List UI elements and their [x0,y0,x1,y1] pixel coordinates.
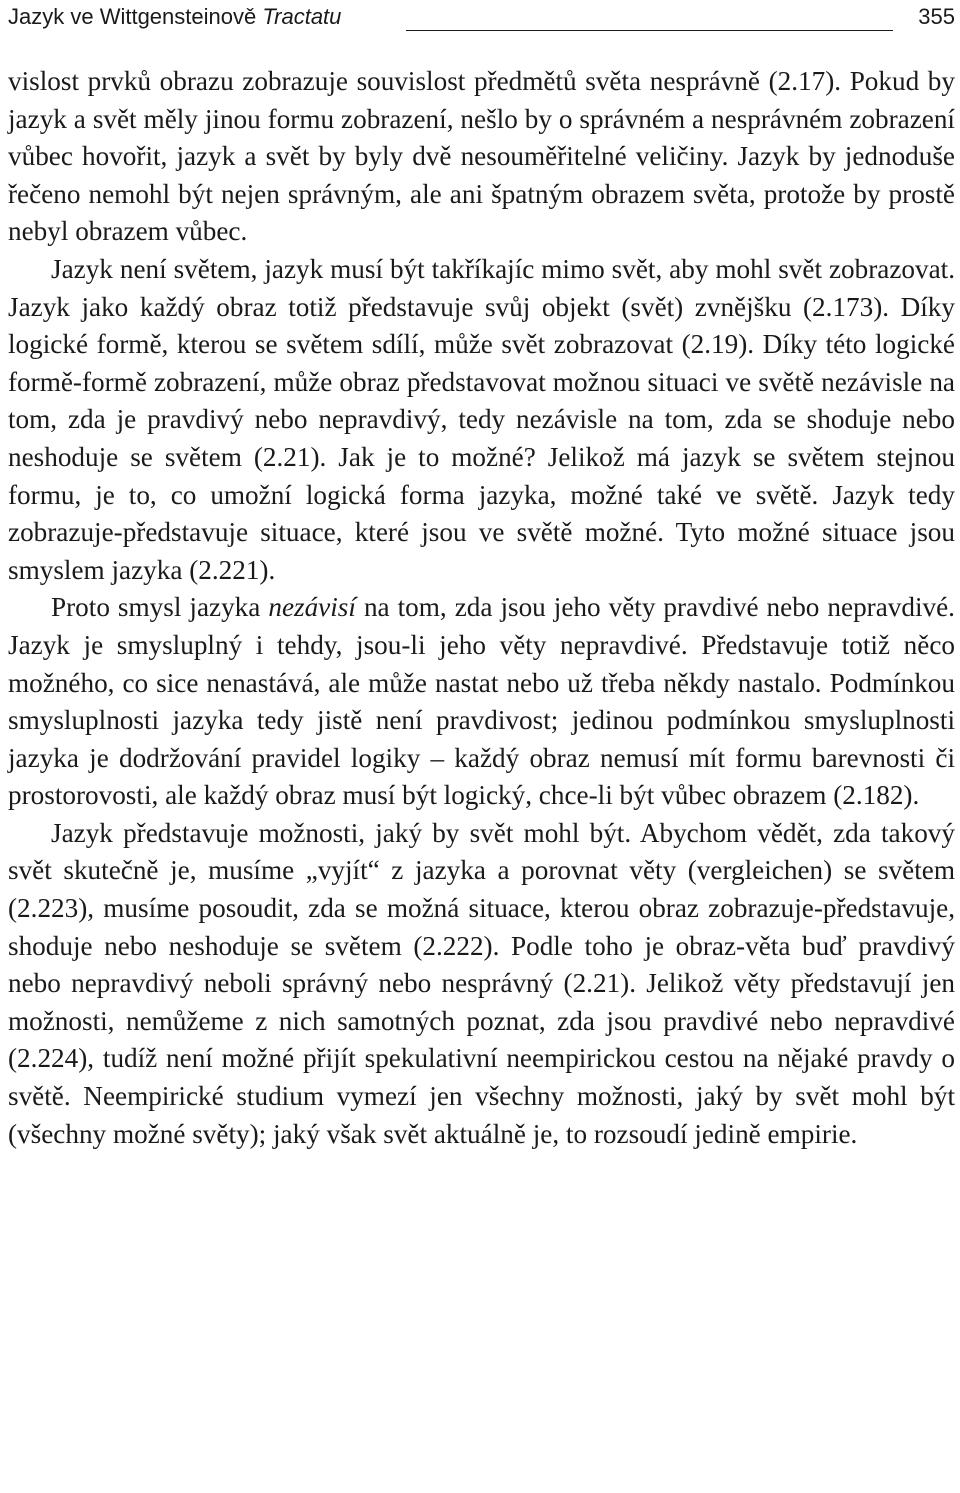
paragraph-4 [8,815,955,1153]
paragraph-2 [8,251,955,589]
page-number: 355 [918,4,955,29]
paragraph-3 [8,589,955,815]
running-title [8,4,341,30]
paragraph-text: na tom, zda jsou jeho věty pravdivé nebo nepravdivé. Jazyk je smysluplný i tehdy, jsou-li jeho věty nepravdivé. Představuje totiž něco možného, co sice nenastává, ale může nastat nebo už třeba někdy nastalo. Podmínkou smysluplnosti jazyka tedy jistě není pravdivost; jedinou podmínkou smysluplnosti jazyka je dodržování pravidel logiky – každý obraz nemusí mít formu barevnosti či prostorovosti, ale každý obraz musí být logický, chce-li být vůbec obrazem (2.182). [8,592,955,811]
paragraph-text: Proto smysl jazyka [51,592,269,623]
paragraph-text: Jazyk představuje možnosti, jaký by svět mohl být. Abychom vědět, zda takový svět skutečně je, musíme „vyjít“ z jazyka a porovnat věty (vergleichen) se světem (2.223), musíme posoudit, zda se možná situace, kterou obraz zobrazuje-představuje, shoduje nebo neshoduje se světem (2.222). Podle toho je obraz-věta buď pravdivý nebo nepravdivý neboli správný nebo nesprávný (2.21). Jelikož věty představují jen možnosti, nemůžeme z nich samotných poznat, zda jsou pravdivé nebo nepravdivé (2.224), tudíž není možné přijít spekulativní neempirickou cestou na nějaké pravdy o světě. Neempirické studium vymezí jen všechny možnosti, jaký by svět mohl být (všechny možné světy); jaký však svět aktuálně je, to rozsoudí jedině empirie. [8,817,955,1149]
paragraph-1 [8,63,955,251]
paragraph-text: vislost prvků obrazu zobrazuje souvislost předmětů světa nesprávně (2.17). Pokud by jazyk a svět měly jinou formu zobrazení, nešlo by o správném a nesprávném zobrazení vůbec hovořit, jazyk a svět by byly dvě nesouměřitelné veličiny. Jazyk by jednoduše řečeno nemohl být nejen správným, ale ani špatným obrazem světa, protože by prostě nebyl obrazem vůbec. [8,66,955,247]
header-rule [406,30,893,31]
running-header [8,4,955,40]
body-text [8,63,955,1153]
paragraph-text: Jazyk není světem, jazyk musí být takříkajíc mimo svět, aby mohl svět zobrazovat. Jazyk jako každý obraz totiž představuje svůj objekt (svět) zvnějšku (2.173). Díky logické formě, kterou se světem sdílí, může svět zobrazovat (2.19). Díky této logické formě-formě zobrazení, může obraz představovat možnou situaci ve světě nezávisle na tom, zda je pravdivý nebo nepravdivý, tedy nezávisle na tom, zda se shoduje nebo neshoduje se světem (2.21). Jak je to možné? Jelikož má jazyk se světem stejnou formu, je to, co umožní logická forma jazyka, možné také ve světě. Jazyk tedy zobrazuje-představuje situace, které jsou ve světě možné. Tyto možné situace jsou smyslem jazyka (2.221). [8,253,955,585]
emphasis-nezavisi: nezávisí [268,592,356,623]
running-title-text: Jazyk ve Wittgensteinově [8,4,263,29]
running-title-italic: Tractatu [262,4,342,29]
